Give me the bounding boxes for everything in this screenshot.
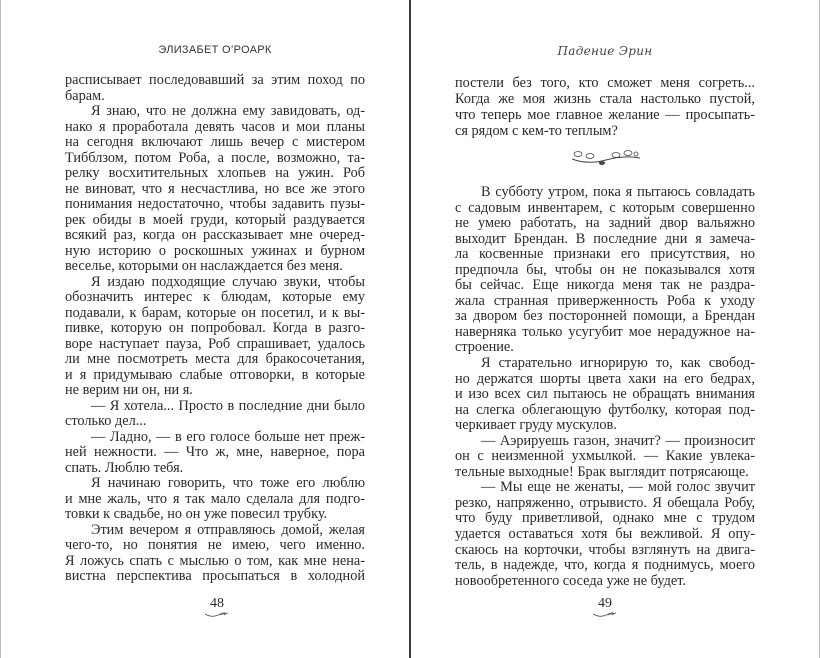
right-page-body-bottom [455, 185, 755, 589]
text-line: и мне жаль, что я так мало сделала для подго- [65, 490, 365, 507]
right-page-body-top [455, 75, 755, 139]
text-line: В субботу утром, пока я пытаюсь совладать [481, 184, 755, 200]
text-line: постели без того, кто сможет меня согреть... [455, 75, 755, 91]
floral-ornament-icon [568, 147, 644, 167]
text-line: Я знаю, что не должна ему завидовать, од- [91, 103, 365, 119]
text-line: подавали, к барам, которые он посетил, и к вы- [65, 304, 365, 321]
text-line: строение. [455, 339, 514, 356]
text-line: не умею работать, на задний двор вальяжно [455, 215, 755, 232]
text-line: скаюсь на корточки, чтобы взглянуть на двига- [455, 541, 755, 558]
left-edge [0, 0, 1, 658]
text-line: резко, напряженно, отрывисто. Я обещала Робу, [455, 494, 755, 511]
text-line: нако я проработала девять часов и мои планы [65, 118, 365, 135]
text-line: пивке, которую он попробовал. Когда в разго- [65, 320, 365, 336]
leaf-flourish-icon [592, 612, 618, 618]
text-line: что буду приветливой, однако мне с трудом [455, 510, 755, 527]
text-line: воре наступает пауза, Роб спрашивает, удалось [65, 335, 365, 352]
text-line: ла косвенные признаки его присутствия, но [455, 246, 755, 263]
text-line: удается оставаться хотя бы вежливой. Я опу- [455, 526, 755, 543]
text-line: Этим вечером я отправляюсь домой, желая [91, 521, 365, 538]
left-page-body [65, 73, 365, 585]
text-line: Тибблзом, потом Роба, а после, возможно, та- [65, 149, 365, 166]
text-line: — Я хотела... Просто в последние дни было [91, 397, 365, 414]
text-line: предпочла бы, чтобы он не показывался хотя [455, 261, 755, 278]
text-line: что теперь мое главное желание — просыпать- [455, 107, 755, 123]
text-line: тельные выходные! Брак выглядит потрясающе. [455, 463, 749, 480]
text-line: веселье, которыми он наслаждается без меня. [65, 258, 343, 274]
text-line: — Аэрируешь газон, значит? — произносит [481, 432, 755, 449]
text-line: — Ладно, — в его голосе больше нет преж- [91, 428, 365, 445]
text-line: релку восхитительных хлопьев на ужин. Роб [65, 165, 365, 181]
text-line: ней нежности. — Что ж, мне, наверное, пора [65, 444, 365, 460]
text-line: Я издаю подходящие случаю звуки, чтобы [91, 273, 365, 290]
text-line: бы сейчас. Еще никогда меня так не раздра- [455, 277, 755, 294]
running-head-title: Падение Эрин [557, 44, 653, 58]
text-line: обозначить интерес к блюдам, которые ему [65, 289, 365, 305]
text-line: но держатся шорты цвета хаки на его бедрах, [455, 370, 755, 387]
text-line: спать. Люблю тебя. [65, 459, 184, 476]
page-number-48: 48 [210, 596, 224, 611]
text-line: наверняка только усугубит мое нерадужное на- [455, 323, 755, 340]
text-line: вистна перспектива просыпаться в холодной [65, 568, 365, 584]
text-line: не виноват, что я несчастлива, но все же этого [65, 180, 365, 197]
text-line: он с неизменной ухмылкой. — Какие увлека- [455, 448, 755, 465]
page-number-left [197, 596, 237, 618]
text-line: и я придумываю слабые отговорки, в которые [65, 366, 365, 383]
text-line: с садовым инвентарем, с которым совершенно [455, 199, 755, 216]
text-line: понимания недостаточно, чтобы задавить пузы- [65, 196, 365, 212]
text-line: барам. [65, 87, 105, 104]
text-line: чего-то, но понятия не имею, чего именно. [65, 537, 365, 553]
text-line: тель, в надежде, что, когда я поднимусь, моего [455, 557, 755, 574]
text-line: столько дел... [65, 413, 147, 429]
text-line: Я ложусь спать с мыслью о том, как мне нена- [65, 552, 365, 569]
text-line: ся рядом с кем-то теплым? [455, 123, 618, 139]
text-line: черкивает груду мускулов. [455, 417, 617, 434]
page-number-right [585, 596, 625, 618]
page-number-49: 49 [598, 596, 612, 611]
text-line: на слегка облегающую футболку, которая под- [455, 401, 755, 418]
text-line: за двором без посторонней помощи, а Брендан [455, 308, 755, 325]
text-line: выходит Брендан. В последние дни я замеча- [455, 230, 755, 247]
text-line: на сегодня включают лишь вечер с мистером [65, 134, 365, 150]
text-line: товки к свадьбе, но он уже повесил трубку. [65, 506, 328, 522]
text-line: не верим ни он, ни я. [65, 382, 193, 398]
text-line: ную историю о роскошных ужинах и бурном [65, 242, 365, 259]
running-head-author: ЭЛИЗАБЕТ О’РОАРК [158, 44, 272, 56]
text-line: — Мы еще не женаты, — мой голос звучит [481, 479, 755, 496]
text-line: расписывает последовавший за этим поход по [65, 72, 365, 88]
text-line: всякий раз, когда он рассказывает мне очеред- [65, 227, 365, 243]
leaf-flourish-icon [204, 612, 230, 618]
text-line: и изо всех сил пытаюсь не обращать внимания [455, 386, 755, 403]
text-line: жала странная приверженность Роба к уходу [455, 292, 755, 309]
text-line: Я старательно игнорирую то, как свобод- [481, 355, 755, 372]
text-line: Когда же моя жизнь стала настолько пустой, [455, 91, 755, 107]
text-line: Я начинаю говорить, что тоже его люблю [91, 475, 365, 491]
text-line: ли мне посмотреть места для бракосочетания, [65, 351, 365, 367]
text-line: новообретенного соседа уже не будет. [455, 572, 686, 589]
text-line: рек обиды в моей груди, который раздувается [65, 211, 365, 228]
